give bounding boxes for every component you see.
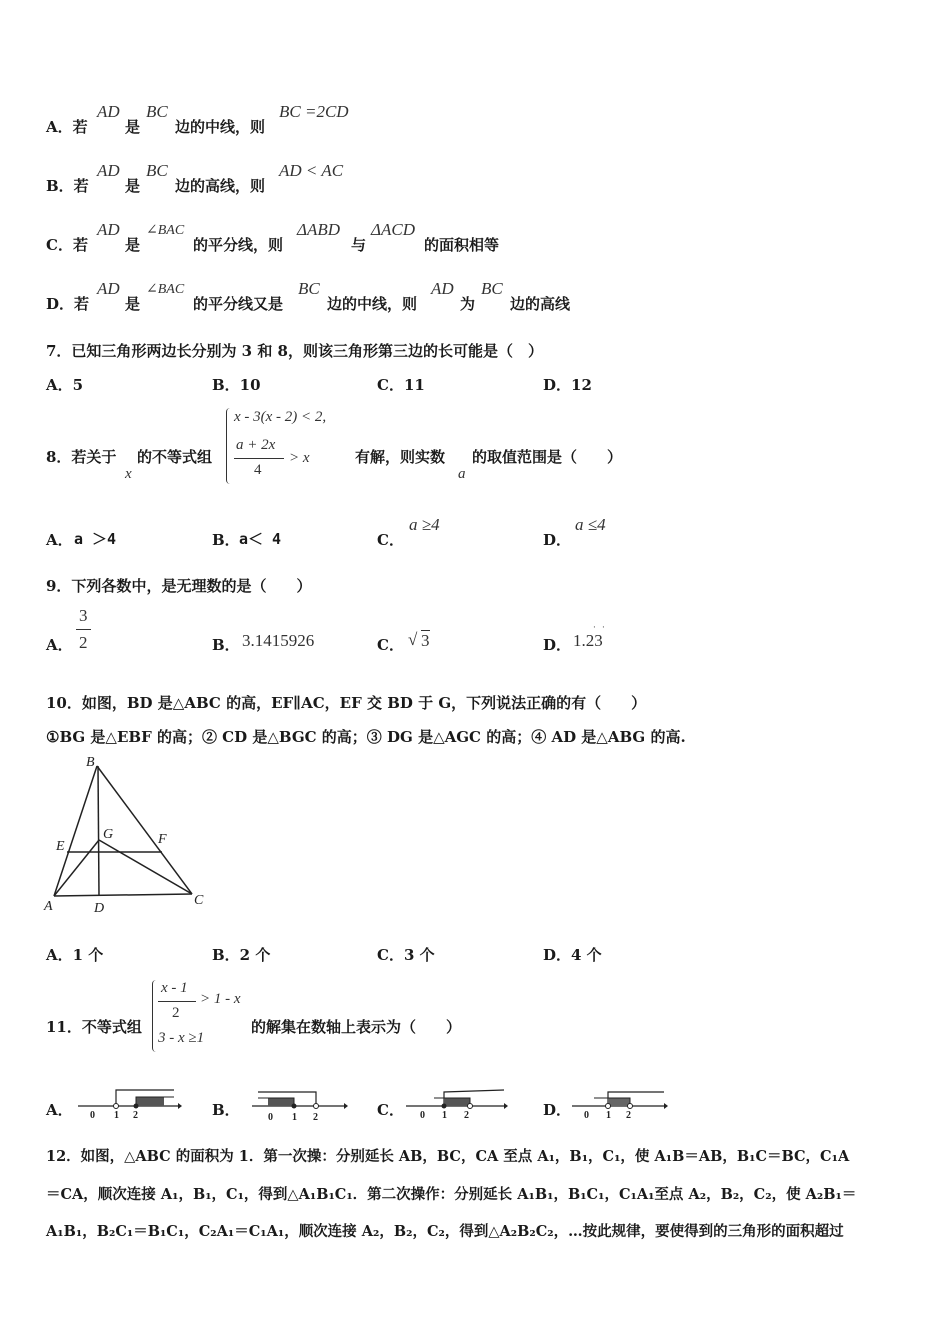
q6-d-var4: AD [431, 279, 454, 298]
q11-a-tick-1: 1 [114, 1110, 119, 1121]
q11-c-tick-0: 0 [420, 1110, 425, 1121]
q10-option-b: B．2 个 [212, 946, 271, 964]
q6-c-var1: AD [97, 220, 120, 239]
q8-option-d-label: D． [543, 531, 572, 549]
q8-option-b-label: B． [212, 531, 240, 549]
q11-eq2: 3 - x ≥1 [158, 1030, 205, 1046]
q9-recurring-dot-2: · [602, 623, 605, 633]
q10-label-a: A [44, 899, 53, 914]
q6-a-var1: AD [97, 102, 120, 121]
q11-eq1-fraction-line [158, 1001, 196, 1002]
q11-c-tick-1: 1 [442, 1110, 447, 1121]
q10-line-gc [99, 840, 192, 894]
q11-option-c-label: C． [377, 1101, 404, 1119]
q9-option-c-radicand: 3 [421, 631, 430, 650]
q8-eq2-denominator: 4 [254, 462, 262, 478]
q8-var-a: a [458, 466, 466, 482]
q6-a-text2: 边的中线，则 [175, 118, 266, 136]
q10-label-c: C [194, 893, 204, 908]
q11-option-b-number-line [248, 1084, 352, 1124]
q11-d-tick-0: 0 [584, 1110, 589, 1121]
q11-eq1-numerator: x - 1 [161, 980, 188, 996]
q8-option-b-text: a＜ 4 [239, 530, 282, 548]
q6-c-text3: 与 [351, 236, 367, 254]
q8-option-c-label: C． [377, 531, 404, 549]
q10-label-d: D [94, 901, 105, 916]
q10-option-a: A．1 个 [46, 946, 104, 964]
q6-c-var4: ΔACD [371, 220, 415, 239]
q12-line-1: 12．如图，△ABC 的面积为 1．第一次操：分别延长 AB，BC，CA 至点 A₁，B₁，C₁，使 A₁B＝AB，B₁C＝BC，C₁A [46, 1148, 850, 1165]
q6-c-var2: ∠BAC [146, 223, 185, 238]
q11-d-tick-2: 2 [626, 1110, 631, 1121]
q6-c-prefix: C．若 [46, 236, 88, 254]
q9-option-d-label: D． [543, 636, 572, 654]
q11-eq1-rhs: > 1 - x [200, 991, 241, 1007]
q10-label-g: G [103, 827, 114, 842]
q8-option-a-label: A． [46, 531, 73, 549]
q6-a-prefix: A．若 [46, 118, 88, 136]
q11-b-tick-0: 0 [268, 1112, 273, 1123]
q10-triangle-figure [40, 752, 220, 920]
q8-var-x: x [125, 466, 132, 482]
q6-a-text1: 是 [125, 118, 141, 136]
q9-option-c-radical: √ [408, 630, 418, 649]
q11-b-tick-1: 1 [292, 1112, 297, 1123]
q9-option-b-value: 3.1415926 [242, 631, 315, 650]
q10-height-bd [98, 766, 99, 896]
q10-label-f: F [158, 832, 167, 847]
q11-post: 的解集在数轴上表示为（ ） [251, 1018, 462, 1036]
q9-option-c-label: C． [377, 636, 404, 654]
q8-mid: 的不等式组 [137, 448, 213, 466]
q9-option-a-denominator: 2 [79, 633, 88, 652]
q6-b-var1: AD [97, 161, 120, 180]
q8-post2: 的取值范围是（ ） [472, 448, 623, 466]
q6-d-var2: ∠BAC [146, 282, 185, 297]
q11-c-tick-2: 2 [464, 1110, 469, 1121]
q6-d-text1: 是 [125, 295, 141, 313]
q7-option-c: C．11 [377, 376, 425, 394]
q8-prefix: 8．若关于 [46, 448, 117, 466]
q6-c-text1: 是 [125, 236, 141, 254]
q6-b-var2: BC [146, 161, 168, 180]
q12-line-2: ＝CA，顺次连接 A₁，B₁，C₁，得到△A₁B₁C₁．第二次操作：分别延长 A₁B₁，B₁C₁，C₁A₁至点 A₂，B₂，C₂，使 A₂B₁＝ [46, 1186, 857, 1203]
q11-prefix: 11．不等式组 [46, 1018, 142, 1036]
q6-b-text1: 是 [125, 177, 141, 195]
q9-option-b-label: B． [212, 636, 240, 654]
q6-d-prefix: D．若 [46, 295, 90, 313]
q10-stem: 10．如图，BD 是△ABC 的高，EF∥AC，EF 交 BD 于 G，下列说法正确的有（ ） [46, 694, 647, 712]
q11-d-tick-1: 1 [606, 1110, 611, 1121]
q6-d-var5: BC [481, 279, 503, 298]
q9-option-a-label: A． [46, 636, 73, 654]
q11-option-c-number-line [404, 1084, 512, 1122]
q11-option-a-label: A． [46, 1101, 73, 1119]
q7-option-a: A．5 [46, 376, 84, 394]
q10-option-c: C．3 个 [377, 946, 435, 964]
q6-d-text4: 为 [460, 295, 476, 313]
q6-d-text5: 边的高线 [510, 295, 571, 313]
q11-option-b-label: B． [212, 1101, 240, 1119]
q10-side-ac [54, 894, 192, 896]
q8-eq2-rhs: > x [289, 450, 310, 466]
q6-a-var2: BC [146, 102, 168, 121]
q12-line-3: A₁B₁，B₂C₁＝B₁C₁，C₂A₁＝C₁A₁，顺次连接 A₂，B₂，C₂，得到△A₂B₂C₂，…按此规律，要使得到的三角形的面积超过 [46, 1223, 844, 1240]
q10-label-b: B [86, 755, 95, 770]
q8-post1: 有解，则实数 [355, 448, 446, 466]
q9-option-a-fraction-line [76, 629, 91, 630]
q10-option-d: D．4 个 [543, 946, 602, 964]
q9-recurring-dot-1: · [593, 623, 596, 633]
q11-option-d-label: D． [543, 1101, 572, 1119]
q8-option-d-text: a ≤4 [575, 515, 606, 534]
q11-option-d-number-line [570, 1084, 674, 1122]
q6-a-var3: BC =2CD [279, 102, 349, 121]
q10-side-ab [54, 766, 97, 896]
q11-option-a-number-line [76, 1084, 184, 1122]
q9-stem: 9．下列各数中，是无理数的是（ ） [46, 577, 312, 595]
q11-b-tick-2: 2 [313, 1112, 318, 1123]
q6-b-prefix: B．若 [46, 177, 89, 195]
q8-option-c-text: a ≥4 [409, 515, 440, 534]
q9-option-a-numerator: 3 [79, 606, 88, 625]
q10-items: ①BG 是△EBF 的高；② CD 是△BGC 的高；③ DG 是△AGC 的高；④ AD 是△ABG 的高. [46, 728, 686, 746]
q8-eq2-numerator: a + 2x [236, 437, 276, 453]
q6-d-text3: 边的中线，则 [327, 295, 418, 313]
q6-b-var3: AD < AC [279, 161, 344, 180]
q6-d-var3: BC [298, 279, 320, 298]
q6-b-text2: 边的高线，则 [175, 177, 266, 195]
q6-c-text4: 的面积相等 [424, 236, 500, 254]
q7-option-d: D．12 [543, 376, 592, 394]
q9-option-d-value: 1.23 [573, 631, 603, 650]
q8-eq1: x - 3(x - 2) < 2, [234, 409, 327, 425]
q11-eq1-denominator: 2 [172, 1005, 180, 1021]
q6-d-text2: 的平分线又是 [193, 295, 284, 313]
q11-a-tick-0: 0 [90, 1110, 95, 1121]
q8-eq2-fraction-line [234, 458, 284, 459]
q11-a-tick-2: 2 [133, 1110, 138, 1121]
q7-stem: 7．已知三角形两边长分别为 3 和 8，则该三角形第三边的长可能是（ ） [46, 342, 543, 360]
q6-c-text2: 的平分线，则 [193, 236, 284, 254]
q7-option-b: B．10 [212, 376, 261, 394]
q6-d-var1: AD [97, 279, 120, 298]
q10-label-e: E [56, 839, 65, 854]
q8-option-a-text: a ＞4 [74, 530, 117, 548]
q6-c-var3: ΔABD [297, 220, 341, 239]
